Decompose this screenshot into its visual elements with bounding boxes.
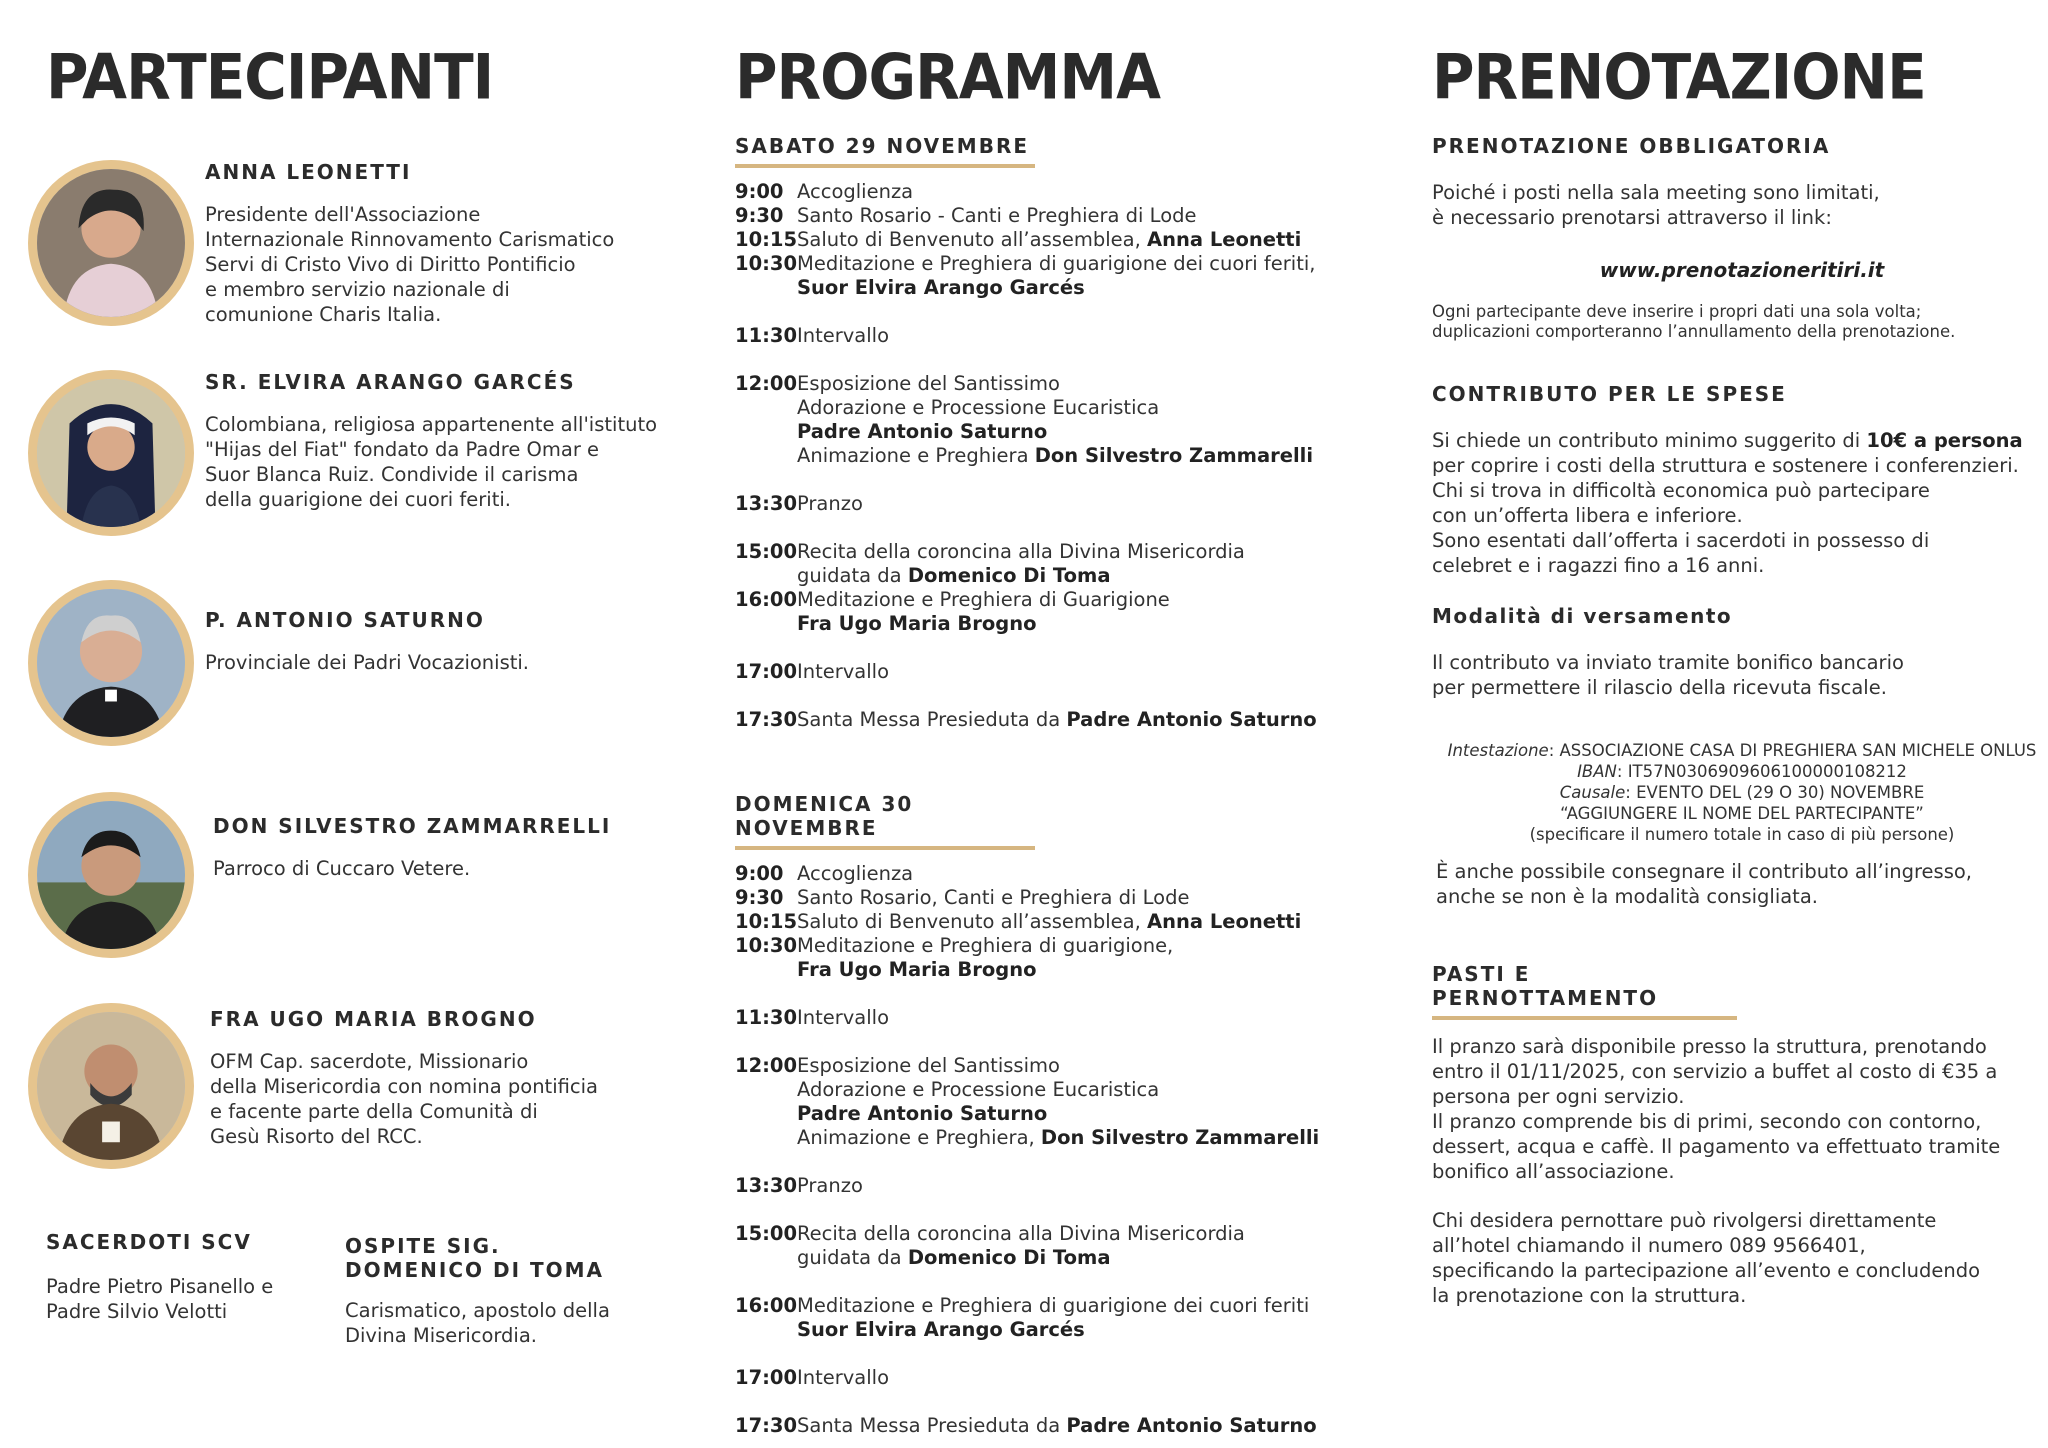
schedule-item: 10:30 Meditazione e Preghiera di guarigione, Fra Ugo Maria Brogno [735, 934, 1174, 981]
schedule-item: 11:30 Intervallo [735, 1006, 890, 1029]
schedule-item: 12:00 Esposizione del Santissimo Adorazione e Processione Eucaristica Padre Antonio Saturno Animazione e Preghiera Don Silvestro Zammarelli [735, 372, 1314, 467]
schedule-item: 9:00 Accoglienza [735, 180, 914, 203]
programma-column [720, 0, 1360, 1448]
versamento-text: Il contributo va inviato tramite bonifico bancario per permettere il rilascio della ricevuta fiscale. [1432, 651, 1904, 699]
pasti-text: Il pranzo sarà disponibile presso la struttura, prenotando entro il 01/11/2025, con servizio a buffet al costo di €35 a persona per ogni servizio. Il pranzo comprende bis di primi, secondo con contorno, dessert, acqua e caffè. Il pagamento va effettuato tramite bonifico all’associazione. [1432, 1035, 2001, 1183]
schedule-item: 15:00 Recita della coroncina alla Divina Misericordia guidata da Domenico Di Toma [735, 1222, 1245, 1269]
bank-details: Intestazione: ASSOCIAZIONE CASA DI PREGHIERA SAN MICHELE ONLUS IBAN: IT57N0306909606100000108212 Causale: EVENTO DEL (29 O 30) NOVEMBRE “AGGIUNGERE IL NOME DEL PARTECIPANTE” (specificare il numero totale in caso di più persone) [1447, 741, 2037, 844]
schedule-item: 17:00 Intervallo [735, 1366, 890, 1389]
schedule-item: 13:30 Pranzo [735, 492, 863, 515]
schedule-item: 9:00 Accoglienza [735, 862, 914, 885]
schedule-item: 9:30 Santo Rosario, Canti e Preghiera di Lode [735, 886, 1190, 909]
participant-bio: Parroco di Cuccaro Vetere. [213, 857, 471, 880]
schedule-item: 13:30 Pranzo [735, 1174, 863, 1197]
schedule-item: 10:15 Saluto di Benvenuto all’assemblea, Anna Leonetti [735, 228, 1302, 251]
ospite-section [345, 1234, 685, 1348]
schedule-item: 16:00 Meditazione e Preghiera di Guarigione Fra Ugo Maria Brogno [735, 588, 1170, 635]
day-sabato [735, 134, 1355, 732]
schedule-item: 9:30 Santo Rosario - Canti e Preghiera di Lode [735, 204, 1197, 227]
schedule-item: 12:00 Esposizione del Santissimo Adorazione e Processione Eucaristica Padre Antonio Saturno Animazione e Preghiera, Don Silvestro Zammarelli [735, 1054, 1320, 1149]
participant-name: DON SILVESTRO ZAMMARRELLI [213, 814, 612, 838]
prenotazione-column [1400, 0, 2048, 1448]
obbligatoria-note: Ogni partecipante deve inserire i propri dati una sola volta; duplicazioni comporteranno l’annullamento della prenotazione. [1432, 302, 1956, 341]
prenotazione-title: PRENOTAZIONE [1432, 40, 1926, 114]
contributo-section [1432, 382, 2048, 578]
participant-bio: OFM Cap. sacerdote, Missionario della Misericordia con nomina pontificia e facente parte della Comunità di Gesù Risorto del RCC. [210, 1050, 598, 1148]
versamento-heading: Modalità di versamento [1432, 604, 1733, 628]
participant-photo-avatar [28, 370, 194, 536]
schedule-item: 10:15 Saluto di Benvenuto all’assemblea, Anna Leonetti [735, 910, 1302, 933]
pasti-heading: PASTI E PERNOTTAMENTO [1432, 962, 1737, 1020]
contributo-text: Si chiede un contributo minimo suggerito di 10€ a persona per coprire i costi della struttura e sostenere i conferenzieri. Chi si trova in difficoltà economica può partecipare con un’offerta libera e inferiore. Sono esentati dall’offerta i sacerdoti in possesso di celebret e i ragazzi fino a 16 anni. [1432, 429, 2023, 577]
day-heading: DOMENICA 30 NOVEMBRE [735, 792, 1035, 850]
sacerdoti-title: SACERDOTI SCV [46, 1230, 252, 1254]
schedule-item: 15:00 Recita della coroncina alla Divina Misericordia guidata da Domenico Di Toma [735, 540, 1245, 587]
programma-title: PROGRAMMA [735, 40, 1160, 114]
participant-photo-avatar [28, 580, 194, 746]
schedule-item: 10:30 Meditazione e Preghiera di guarigione dei cuori feriti, Suor Elvira Arango Garcés [735, 252, 1316, 299]
participant-bio: Presidente dell'Associazione Internazionale Rinnovamento Carismatico Servi di Cristo Vivo di Diritto Pontificio e membro servizio nazionale di comunione Charis Italia. [205, 203, 615, 326]
pernottamento-text: Chi desidera pernottare può rivolgersi direttamente all’hotel chiamando il numero 089 9566401, specificando la partecipazione all’evento e concludendo la prenotazione con la struttura. [1432, 1209, 1981, 1307]
contributo-heading: CONTRIBUTO PER LE SPESE [1432, 382, 1787, 406]
schedule-item: 11:30 Intervallo [735, 324, 890, 347]
schedule-list [735, 862, 1355, 1438]
sacerdoti-text: Padre Pietro Pisanello e Padre Silvio Velotti [46, 1275, 274, 1323]
obbligatoria-heading: PRENOTAZIONE OBBLIGATORIA [1432, 134, 1831, 158]
day-domenica [735, 792, 1355, 1438]
schedule-item: 17:00 Intervallo [735, 660, 890, 683]
pasti-section [1432, 962, 2048, 1308]
schedule-item: 17:30 Santa Messa Presieduta da Padre Antonio Saturno [735, 708, 1317, 731]
schedule-list [735, 180, 1355, 732]
participant-bio: Colombiana, religiosa appartenente all'istituto "Hijas del Fiat" fondato da Padre Omar e Suor Blanca Ruiz. Condivide il carisma della guarigione dei cuori feriti. [205, 413, 658, 511]
schedule-item: 17:30 Santa Messa Presieduta da Padre Antonio Saturno [735, 1414, 1317, 1437]
participant-photo-avatar [28, 160, 194, 326]
obbligatoria-text: Poiché i posti nella sala meeting sono limitati, è necessario prenotarsi attraverso il link: [1432, 181, 1880, 229]
obbligatoria-section [1432, 134, 2048, 342]
participant-name: SR. ELVIRA ARANGO GARCÉS [205, 370, 576, 394]
versamento-final: È anche possibile consegnare il contributo all’ingresso, anche se non è la modalità consigliata. [1436, 860, 1973, 908]
participant-bio: Provinciale dei Padri Vocazionisti. [205, 651, 529, 674]
booking-link[interactable]: www.prenotazioneritiri.it [1599, 258, 1885, 282]
participant-photo-avatar [28, 792, 194, 958]
versamento-section [1432, 604, 2048, 909]
participant-name: FRA UGO MARIA BROGNO [210, 1007, 537, 1031]
ospite-text: Carismatico, apostolo della Divina Misericordia. [345, 1299, 610, 1347]
schedule-item: 16:00 Meditazione e Preghiera di guarigione dei cuori feriti Suor Elvira Arango Garcés [735, 1294, 1310, 1341]
participants-column [0, 0, 700, 1448]
participant-name: ANNA LEONETTI [205, 160, 412, 184]
participants-title: PARTECIPANTI [46, 40, 494, 114]
participant-name: P. ANTONIO SATURNO [205, 608, 485, 632]
participant-photo-avatar [28, 1003, 194, 1169]
sacerdoti-section [46, 1230, 346, 1324]
ospite-title: OSPITE SIG. DOMENICO DI TOMA [345, 1234, 605, 1282]
day-heading: SABATO 29 NOVEMBRE [735, 134, 1035, 168]
